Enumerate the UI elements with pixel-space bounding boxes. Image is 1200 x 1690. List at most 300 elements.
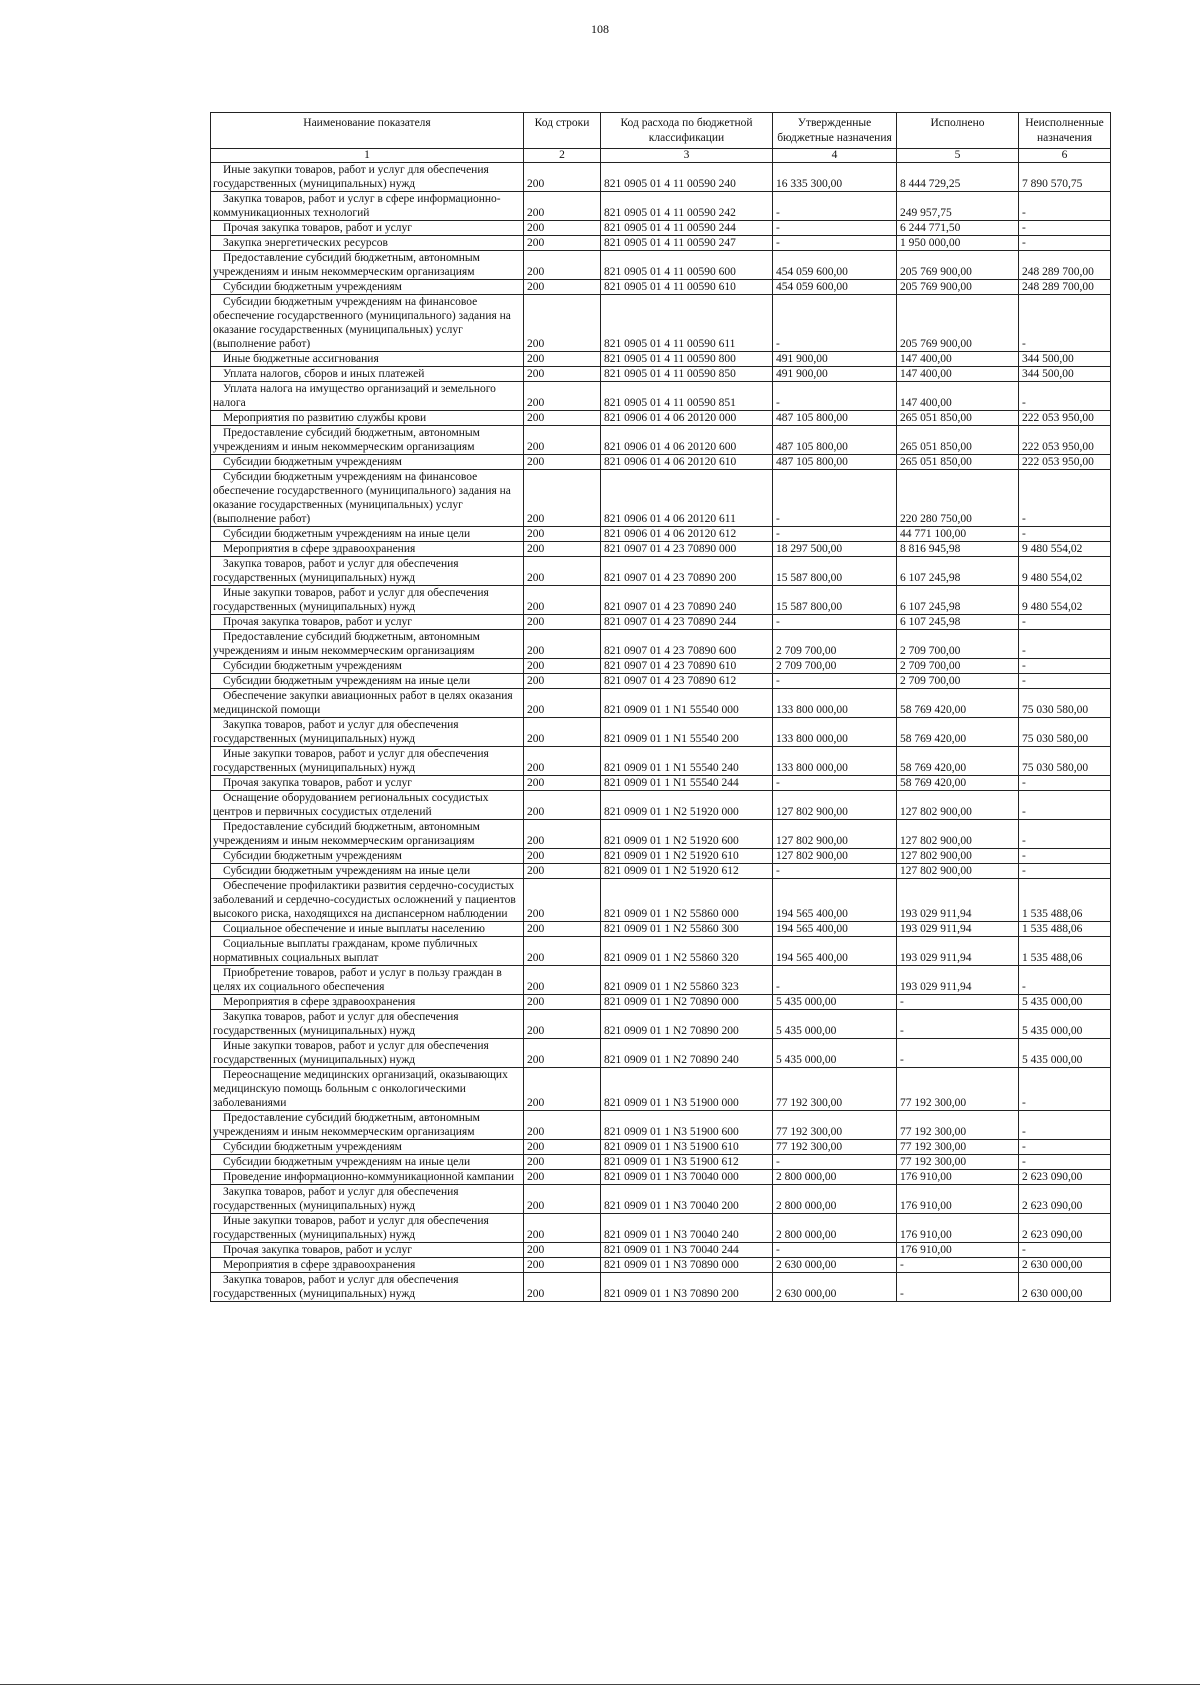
approved-cell: -: [773, 527, 897, 542]
approved-cell: 5 435 000,00: [773, 995, 897, 1010]
line-code-cell: 200: [524, 937, 601, 966]
budget-code-cell: 821 0909 01 1 N1 55540 244: [601, 776, 773, 791]
unexecuted-cell: -: [1019, 1155, 1111, 1170]
indicator-name-cell: Предоставление субсидий бюджетным, автономным учреждениям и иным некоммерческим организациям: [211, 426, 524, 455]
approved-cell: -: [773, 470, 897, 527]
table-row: [211, 922, 1111, 937]
unexecuted-cell: -: [1019, 1111, 1111, 1140]
unexecuted-cell: -: [1019, 527, 1111, 542]
table-row: [211, 192, 1111, 221]
approved-cell: 487 105 800,00: [773, 426, 897, 455]
header-indicator-name: Наименование показателя: [211, 113, 524, 149]
table-row: [211, 1155, 1111, 1170]
executed-cell: 127 802 900,00: [897, 849, 1019, 864]
unexecuted-cell: -: [1019, 659, 1111, 674]
budget-code-cell: 821 0905 01 4 11 00590 610: [601, 280, 773, 295]
executed-cell: 44 771 100,00: [897, 527, 1019, 542]
indicator-name-cell: Мероприятия в сфере здравоохранения: [211, 542, 524, 557]
budget-code-cell: 821 0907 01 4 23 70890 610: [601, 659, 773, 674]
approved-cell: 127 802 900,00: [773, 820, 897, 849]
table-row: [211, 1273, 1111, 1302]
column-number: 1: [211, 149, 524, 163]
unexecuted-cell: 222 053 950,00: [1019, 411, 1111, 426]
line-code-cell: 200: [524, 659, 601, 674]
indicator-name-cell: Иные бюджетные ассигнования: [211, 352, 524, 367]
unexecuted-cell: 222 053 950,00: [1019, 455, 1111, 470]
approved-cell: 77 192 300,00: [773, 1111, 897, 1140]
approved-cell: -: [773, 674, 897, 689]
approved-cell: 15 587 800,00: [773, 557, 897, 586]
unexecuted-cell: 75 030 580,00: [1019, 747, 1111, 776]
indicator-name-cell: Субсидии бюджетным учреждениям: [211, 1140, 524, 1155]
budget-code-cell: 821 0905 01 4 11 00590 611: [601, 295, 773, 352]
unexecuted-cell: 5 435 000,00: [1019, 995, 1111, 1010]
indicator-name-cell: Субсидии бюджетным учреждениям: [211, 455, 524, 470]
budget-code-cell: 821 0909 01 1 N3 70040 200: [601, 1185, 773, 1214]
budget-code-cell: 821 0907 01 4 23 70890 200: [601, 557, 773, 586]
budget-code-cell: 821 0906 01 4 06 20120 611: [601, 470, 773, 527]
budget-code-cell: 821 0909 01 1 N2 51920 610: [601, 849, 773, 864]
indicator-name-cell: Проведение информационно-коммуникационной кампании: [211, 1170, 524, 1185]
table-row: [211, 1214, 1111, 1243]
indicator-name-cell: Обеспечение профилактики развития сердечно-сосудистых заболеваний и сердечно-сосудистых осложнений у пациентов высокого риска, находящихся на диспансерном наблюдении: [211, 879, 524, 922]
indicator-name-cell: Закупка товаров, работ и услуг для обеспечения государственных (муниципальных) нужд: [211, 1273, 524, 1302]
line-code-cell: 200: [524, 718, 601, 747]
line-code-cell: 200: [524, 411, 601, 426]
approved-cell: 2 709 700,00: [773, 659, 897, 674]
budget-code-cell: 821 0905 01 4 11 00590 242: [601, 192, 773, 221]
executed-cell: 77 192 300,00: [897, 1111, 1019, 1140]
line-code-cell: 200: [524, 747, 601, 776]
executed-cell: 58 769 420,00: [897, 747, 1019, 776]
approved-cell: -: [773, 776, 897, 791]
table-row: [211, 426, 1111, 455]
unexecuted-cell: 9 480 554,02: [1019, 542, 1111, 557]
unexecuted-cell: 7 890 570,75: [1019, 163, 1111, 192]
table-row: [211, 163, 1111, 192]
approved-cell: -: [773, 382, 897, 411]
table-row: [211, 1111, 1111, 1140]
approved-cell: 194 565 400,00: [773, 937, 897, 966]
executed-cell: 193 029 911,94: [897, 922, 1019, 937]
indicator-name-cell: Закупка товаров, работ и услуг в сфере информационно-коммуникационных технологий: [211, 192, 524, 221]
table-row: [211, 542, 1111, 557]
table-row: [211, 557, 1111, 586]
line-code-cell: 200: [524, 1010, 601, 1039]
unexecuted-cell: -: [1019, 1243, 1111, 1258]
executed-cell: -: [897, 1273, 1019, 1302]
indicator-name-cell: Прочая закупка товаров, работ и услуг: [211, 221, 524, 236]
table-row: [211, 352, 1111, 367]
budget-code-cell: 821 0909 01 1 N1 55540 240: [601, 747, 773, 776]
indicator-name-cell: Переоснащение медицинских организаций, оказывающих медицинскую помощь больным с онкологическими заболеваниями: [211, 1068, 524, 1111]
executed-cell: 2 709 700,00: [897, 674, 1019, 689]
executed-cell: 265 051 850,00: [897, 411, 1019, 426]
approved-cell: 2 800 000,00: [773, 1214, 897, 1243]
indicator-name-cell: Прочая закупка товаров, работ и услуг: [211, 776, 524, 791]
executed-cell: 193 029 911,94: [897, 937, 1019, 966]
line-code-cell: 200: [524, 586, 601, 615]
indicator-name-cell: Предоставление субсидий бюджетным, автономным учреждениям и иным некоммерческим организациям: [211, 820, 524, 849]
approved-cell: 77 192 300,00: [773, 1068, 897, 1111]
approved-cell: 127 802 900,00: [773, 791, 897, 820]
bottom-rule: [0, 1684, 1200, 1685]
line-code-cell: 200: [524, 820, 601, 849]
unexecuted-cell: -: [1019, 966, 1111, 995]
table-row: [211, 1010, 1111, 1039]
unexecuted-cell: 1 535 488,06: [1019, 879, 1111, 922]
header-budget-code: Код расхода по бюджетной классификации: [601, 113, 773, 149]
line-code-cell: 200: [524, 1039, 601, 1068]
approved-cell: 77 192 300,00: [773, 1140, 897, 1155]
column-number: 3: [601, 149, 773, 163]
executed-cell: 6 244 771,50: [897, 221, 1019, 236]
indicator-name-cell: Закупка товаров, работ и услуг для обеспечения государственных (муниципальных) нужд: [211, 718, 524, 747]
executed-cell: 147 400,00: [897, 367, 1019, 382]
executed-cell: 77 192 300,00: [897, 1155, 1019, 1170]
budget-code-cell: 821 0909 01 1 N2 55860 000: [601, 879, 773, 922]
unexecuted-cell: 2 630 000,00: [1019, 1273, 1111, 1302]
budget-code-cell: 821 0909 01 1 N3 70890 200: [601, 1273, 773, 1302]
approved-cell: -: [773, 236, 897, 251]
line-code-cell: 200: [524, 367, 601, 382]
table-row: [211, 937, 1111, 966]
table-row: [211, 849, 1111, 864]
indicator-name-cell: Субсидии бюджетным учреждениям на иные цели: [211, 527, 524, 542]
executed-cell: 147 400,00: [897, 352, 1019, 367]
indicator-name-cell: Предоставление субсидий бюджетным, автономным учреждениям и иным некоммерческим организациям: [211, 251, 524, 280]
line-code-cell: 200: [524, 1111, 601, 1140]
budget-code-cell: 821 0909 01 1 N2 51920 612: [601, 864, 773, 879]
approved-cell: 487 105 800,00: [773, 411, 897, 426]
approved-cell: 2 709 700,00: [773, 630, 897, 659]
line-code-cell: 200: [524, 1140, 601, 1155]
indicator-name-cell: Мероприятия в сфере здравоохранения: [211, 1258, 524, 1273]
table-row: [211, 236, 1111, 251]
line-code-cell: 200: [524, 280, 601, 295]
table-row: [211, 1258, 1111, 1273]
executed-cell: 2 709 700,00: [897, 630, 1019, 659]
unexecuted-cell: 5 435 000,00: [1019, 1010, 1111, 1039]
approved-cell: 16 335 300,00: [773, 163, 897, 192]
indicator-name-cell: Субсидии бюджетным учреждениям на финансовое обеспечение государственного (муниципального) задания на оказание государственных (муниципальных) услуг (выполнение работ): [211, 295, 524, 352]
budget-code-cell: 821 0907 01 4 23 70890 244: [601, 615, 773, 630]
line-code-cell: 200: [524, 1185, 601, 1214]
budget-code-cell: 821 0905 01 4 11 00590 247: [601, 236, 773, 251]
approved-cell: 454 059 600,00: [773, 280, 897, 295]
line-code-cell: 200: [524, 791, 601, 820]
approved-cell: 454 059 600,00: [773, 251, 897, 280]
executed-cell: 176 910,00: [897, 1243, 1019, 1258]
budget-code-cell: 821 0905 01 4 11 00590 800: [601, 352, 773, 367]
page-number: 108: [591, 22, 609, 36]
table-row: [211, 1170, 1111, 1185]
budget-code-cell: 821 0909 01 1 N3 70890 000: [601, 1258, 773, 1273]
indicator-name-cell: Приобретение товаров, работ и услуг в пользу граждан в целях их социального обеспечения: [211, 966, 524, 995]
executed-cell: 58 769 420,00: [897, 718, 1019, 747]
indicator-name-cell: Предоставление субсидий бюджетным, автономным учреждениям и иным некоммерческим организациям: [211, 1111, 524, 1140]
indicator-name-cell: Субсидии бюджетным учреждениям на иные цели: [211, 674, 524, 689]
executed-cell: 193 029 911,94: [897, 966, 1019, 995]
column-number: 5: [897, 149, 1019, 163]
executed-cell: -: [897, 1258, 1019, 1273]
approved-cell: 2 630 000,00: [773, 1258, 897, 1273]
budget-code-cell: 821 0907 01 4 23 70890 000: [601, 542, 773, 557]
executed-cell: 6 107 245,98: [897, 586, 1019, 615]
budget-code-cell: 821 0909 01 1 N3 70040 240: [601, 1214, 773, 1243]
budget-code-cell: 821 0906 01 4 06 20120 610: [601, 455, 773, 470]
table-row: [211, 367, 1111, 382]
executed-cell: 220 280 750,00: [897, 470, 1019, 527]
line-code-cell: 200: [524, 557, 601, 586]
budget-code-cell: 821 0906 01 4 06 20120 612: [601, 527, 773, 542]
approved-cell: -: [773, 221, 897, 236]
line-code-cell: 200: [524, 1258, 601, 1273]
table-header: [211, 113, 1111, 163]
unexecuted-cell: -: [1019, 849, 1111, 864]
executed-cell: 2 709 700,00: [897, 659, 1019, 674]
budget-code-cell: 821 0909 01 1 N3 51900 612: [601, 1155, 773, 1170]
indicator-name-cell: Оснащение оборудованием региональных сосудистых центров и первичных сосудистых отделений: [211, 791, 524, 820]
executed-cell: 127 802 900,00: [897, 864, 1019, 879]
line-code-cell: 200: [524, 1170, 601, 1185]
budget-code-cell: 821 0909 01 1 N1 55540 000: [601, 689, 773, 718]
indicator-name-cell: Уплата налога на имущество организаций и земельного налога: [211, 382, 524, 411]
budget-code-cell: 821 0909 01 1 N2 70890 000: [601, 995, 773, 1010]
indicator-name-cell: Социальное обеспечение и иные выплаты населению: [211, 922, 524, 937]
budget-code-cell: 821 0907 01 4 23 70890 600: [601, 630, 773, 659]
approved-cell: 2 630 000,00: [773, 1273, 897, 1302]
budget-code-cell: 821 0909 01 1 N2 70890 200: [601, 1010, 773, 1039]
budget-code-cell: 821 0905 01 4 11 00590 244: [601, 221, 773, 236]
approved-cell: 5 435 000,00: [773, 1039, 897, 1068]
line-code-cell: 200: [524, 630, 601, 659]
executed-cell: 127 802 900,00: [897, 791, 1019, 820]
budget-code-cell: 821 0906 01 4 06 20120 000: [601, 411, 773, 426]
budget-code-cell: 821 0909 01 1 N3 51900 600: [601, 1111, 773, 1140]
executed-cell: -: [897, 1010, 1019, 1039]
table-row: [211, 527, 1111, 542]
unexecuted-cell: -: [1019, 470, 1111, 527]
indicator-name-cell: Субсидии бюджетным учреждениям на финансовое обеспечение государственного (муниципального) задания на оказание государственных (муниципальных) услуг (выполнение работ): [211, 470, 524, 527]
unexecuted-cell: -: [1019, 674, 1111, 689]
line-code-cell: 200: [524, 236, 601, 251]
indicator-name-cell: Иные закупки товаров, работ и услуг для обеспечения государственных (муниципальных) нужд: [211, 747, 524, 776]
indicator-name-cell: Субсидии бюджетным учреждениям: [211, 849, 524, 864]
unexecuted-cell: -: [1019, 791, 1111, 820]
executed-cell: 8 444 729,25: [897, 163, 1019, 192]
table-row: [211, 411, 1111, 426]
approved-cell: -: [773, 615, 897, 630]
table-row: [211, 689, 1111, 718]
approved-cell: -: [773, 864, 897, 879]
column-number: 6: [1019, 149, 1111, 163]
budget-code-cell: 821 0907 01 4 23 70890 240: [601, 586, 773, 615]
column-number-row: [211, 149, 1111, 163]
unexecuted-cell: 9 480 554,02: [1019, 586, 1111, 615]
unexecuted-cell: 2 623 090,00: [1019, 1170, 1111, 1185]
unexecuted-cell: 2 623 090,00: [1019, 1185, 1111, 1214]
unexecuted-cell: -: [1019, 221, 1111, 236]
approved-cell: 133 800 000,00: [773, 747, 897, 776]
approved-cell: 194 565 400,00: [773, 879, 897, 922]
approved-cell: 2 800 000,00: [773, 1170, 897, 1185]
table-row: [211, 659, 1111, 674]
unexecuted-cell: -: [1019, 1068, 1111, 1111]
approved-cell: -: [773, 1155, 897, 1170]
executed-cell: 265 051 850,00: [897, 455, 1019, 470]
table-row: [211, 864, 1111, 879]
unexecuted-cell: -: [1019, 1140, 1111, 1155]
line-code-cell: 200: [524, 1273, 601, 1302]
header-executed: Исполнено: [897, 113, 1019, 149]
table-row: [211, 747, 1111, 776]
indicator-name-cell: Субсидии бюджетным учреждениям: [211, 280, 524, 295]
indicator-name-cell: Субсидии бюджетным учреждениям на иные цели: [211, 864, 524, 879]
header-line-code: Код строки: [524, 113, 601, 149]
executed-cell: 58 769 420,00: [897, 776, 1019, 791]
indicator-name-cell: Закупка товаров, работ и услуг для обеспечения государственных (муниципальных) нужд: [211, 1185, 524, 1214]
budget-code-cell: 821 0909 01 1 N2 55860 300: [601, 922, 773, 937]
header-approved: Утвержденные бюджетные назначения: [773, 113, 897, 149]
executed-cell: 176 910,00: [897, 1170, 1019, 1185]
line-code-cell: 200: [524, 221, 601, 236]
table-body: [211, 163, 1111, 1302]
approved-cell: -: [773, 966, 897, 995]
table-row: [211, 995, 1111, 1010]
unexecuted-cell: -: [1019, 382, 1111, 411]
table-row: [211, 1243, 1111, 1258]
executed-cell: 6 107 245,98: [897, 615, 1019, 630]
indicator-name-cell: Закупка товаров, работ и услуг для обеспечения государственных (муниципальных) нужд: [211, 1010, 524, 1039]
table-row: [211, 615, 1111, 630]
line-code-cell: 200: [524, 995, 601, 1010]
line-code-cell: 200: [524, 922, 601, 937]
line-code-cell: 200: [524, 689, 601, 718]
indicator-name-cell: Закупка товаров, работ и услуг для обеспечения государственных (муниципальных) нужд: [211, 557, 524, 586]
unexecuted-cell: 1 535 488,06: [1019, 937, 1111, 966]
budget-execution-table: [210, 112, 1111, 1302]
indicator-name-cell: Субсидии бюджетным учреждениям: [211, 659, 524, 674]
unexecuted-cell: -: [1019, 295, 1111, 352]
budget-code-cell: 821 0909 01 1 N3 70040 000: [601, 1170, 773, 1185]
line-code-cell: 200: [524, 455, 601, 470]
executed-cell: 6 107 245,98: [897, 557, 1019, 586]
line-code-cell: 200: [524, 163, 601, 192]
executed-cell: 147 400,00: [897, 382, 1019, 411]
line-code-cell: 200: [524, 192, 601, 221]
approved-cell: -: [773, 295, 897, 352]
unexecuted-cell: 344 500,00: [1019, 352, 1111, 367]
executed-cell: 249 957,75: [897, 192, 1019, 221]
column-number: 2: [524, 149, 601, 163]
executed-cell: -: [897, 1039, 1019, 1068]
budget-code-cell: 821 0907 01 4 23 70890 612: [601, 674, 773, 689]
line-code-cell: 200: [524, 295, 601, 352]
unexecuted-cell: 222 053 950,00: [1019, 426, 1111, 455]
budget-code-cell: 821 0909 01 1 N3 70040 244: [601, 1243, 773, 1258]
executed-cell: 205 769 900,00: [897, 251, 1019, 280]
table-row: [211, 1185, 1111, 1214]
indicator-name-cell: Иные закупки товаров, работ и услуг для обеспечения государственных (муниципальных) нужд: [211, 163, 524, 192]
line-code-cell: 200: [524, 470, 601, 527]
executed-cell: 205 769 900,00: [897, 280, 1019, 295]
budget-code-cell: 821 0905 01 4 11 00590 600: [601, 251, 773, 280]
line-code-cell: 200: [524, 1068, 601, 1111]
budget-code-cell: 821 0905 01 4 11 00590 850: [601, 367, 773, 382]
budget-code-cell: 821 0909 01 1 N2 70890 240: [601, 1039, 773, 1068]
line-code-cell: 200: [524, 615, 601, 630]
indicator-name-cell: Уплата налогов, сборов и иных платежей: [211, 367, 524, 382]
indicator-name-cell: Закупка энергетических ресурсов: [211, 236, 524, 251]
line-code-cell: 200: [524, 542, 601, 557]
line-code-cell: 200: [524, 864, 601, 879]
table-row: [211, 879, 1111, 922]
executed-cell: 265 051 850,00: [897, 426, 1019, 455]
unexecuted-cell: -: [1019, 820, 1111, 849]
budget-code-cell: 821 0906 01 4 06 20120 600: [601, 426, 773, 455]
table-row: [211, 791, 1111, 820]
budget-code-cell: 821 0909 01 1 N1 55540 200: [601, 718, 773, 747]
table-row: [211, 295, 1111, 352]
table-row: [211, 630, 1111, 659]
unexecuted-cell: -: [1019, 630, 1111, 659]
indicator-name-cell: Иные закупки товаров, работ и услуг для обеспечения государственных (муниципальных) нужд: [211, 586, 524, 615]
table-row: [211, 586, 1111, 615]
approved-cell: 2 800 000,00: [773, 1185, 897, 1214]
unexecuted-cell: 248 289 700,00: [1019, 251, 1111, 280]
line-code-cell: 200: [524, 879, 601, 922]
line-code-cell: 200: [524, 1243, 601, 1258]
table-row: [211, 455, 1111, 470]
executed-cell: -: [897, 995, 1019, 1010]
line-code-cell: 200: [524, 251, 601, 280]
line-code-cell: 200: [524, 1214, 601, 1243]
table-row: [211, 674, 1111, 689]
unexecuted-cell: 2 623 090,00: [1019, 1214, 1111, 1243]
indicator-name-cell: Иные закупки товаров, работ и услуг для обеспечения государственных (муниципальных) нужд: [211, 1039, 524, 1068]
indicator-name-cell: Предоставление субсидий бюджетным, автономным учреждениям и иным некоммерческим организациям: [211, 630, 524, 659]
indicator-name-cell: Социальные выплаты гражданам, кроме публичных нормативных социальных выплат: [211, 937, 524, 966]
table-row: [211, 251, 1111, 280]
column-number: 4: [773, 149, 897, 163]
line-code-cell: 200: [524, 776, 601, 791]
table-row: [211, 280, 1111, 295]
line-code-cell: 200: [524, 1155, 601, 1170]
budget-code-cell: 821 0909 01 1 N3 51900 610: [601, 1140, 773, 1155]
executed-cell: 77 192 300,00: [897, 1068, 1019, 1111]
approved-cell: 133 800 000,00: [773, 689, 897, 718]
table-row: [211, 382, 1111, 411]
unexecuted-cell: -: [1019, 776, 1111, 791]
indicator-name-cell: Прочая закупка товаров, работ и услуг: [211, 1243, 524, 1258]
table-row: [211, 966, 1111, 995]
approved-cell: 491 900,00: [773, 367, 897, 382]
indicator-name-cell: Субсидии бюджетным учреждениям на иные цели: [211, 1155, 524, 1170]
executed-cell: 205 769 900,00: [897, 295, 1019, 352]
budget-code-cell: 821 0909 01 1 N2 51920 600: [601, 820, 773, 849]
table-row: [211, 1039, 1111, 1068]
line-code-cell: 200: [524, 426, 601, 455]
table-row: [211, 718, 1111, 747]
executed-cell: 193 029 911,94: [897, 879, 1019, 922]
approved-cell: 194 565 400,00: [773, 922, 897, 937]
budget-code-cell: 821 0905 01 4 11 00590 851: [601, 382, 773, 411]
approved-cell: 487 105 800,00: [773, 455, 897, 470]
unexecuted-cell: 75 030 580,00: [1019, 689, 1111, 718]
approved-cell: -: [773, 192, 897, 221]
unexecuted-cell: 5 435 000,00: [1019, 1039, 1111, 1068]
